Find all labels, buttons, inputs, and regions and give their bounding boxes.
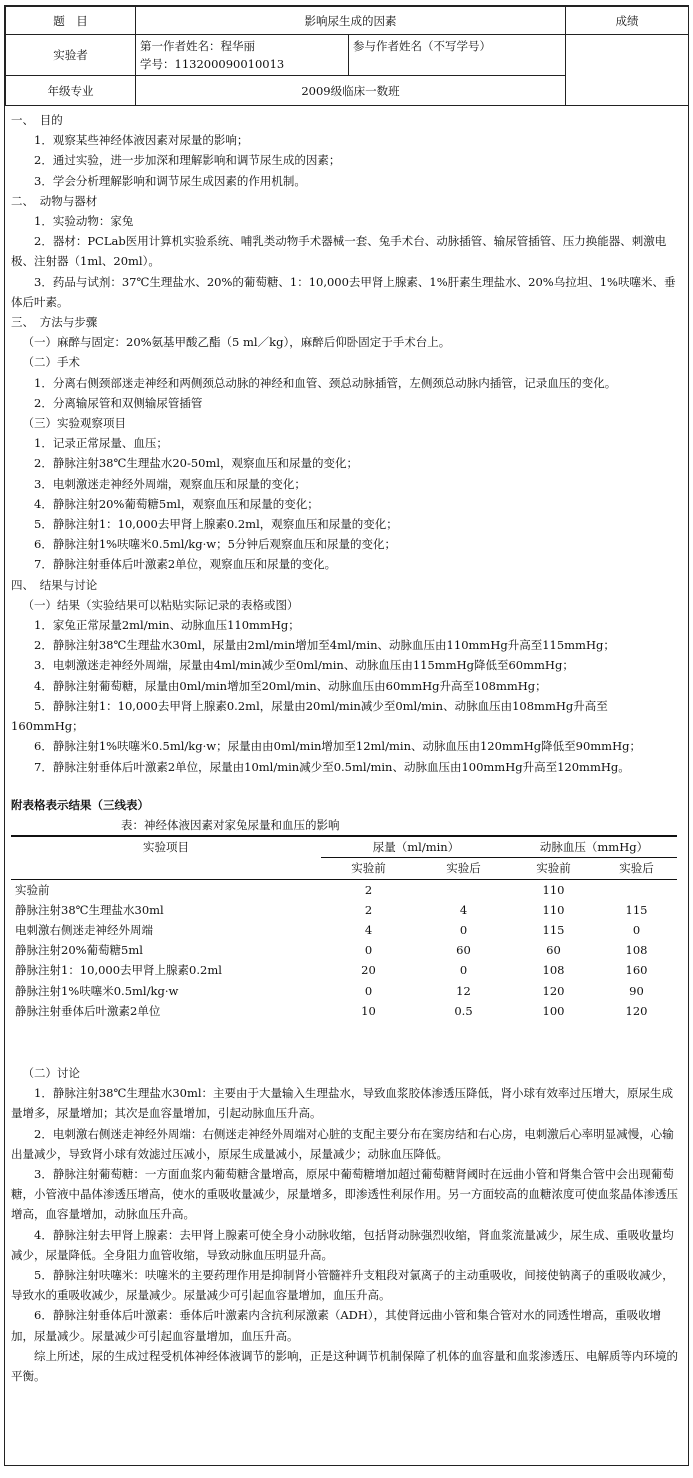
score-box: [566, 35, 689, 106]
bp-before: 110: [542, 882, 565, 897]
major-label: 年级专业: [6, 76, 136, 106]
s3-sub1: （一）麻醉与固定：20%氨基甲酸乙酯（5 ml／kg），麻醉后仰卧固定于手术台上。: [22, 335, 451, 350]
bp-after-header: 实验后: [596, 858, 677, 879]
result-item: 5．静脉注射1：10,000去甲肾上腺素0.2ml，尿量由20ml/min减少至0ml/min、动脉血压由108mmHg升高至160mmHg；: [11, 698, 608, 734]
row-item: 静脉注射38℃生理盐水30ml: [15, 902, 164, 917]
s3-sub2-item: 2．分离输尿管和双侧输尿管插管: [34, 395, 203, 410]
s1-item: 2．通过实验，进一步加深和理解影响和调节尿生成的因素；: [34, 153, 341, 168]
urine-before: 0: [364, 943, 373, 958]
report-body: [5, 106, 688, 1386]
bp-before-header: 实验前: [511, 858, 596, 879]
discussion-item: 6．静脉注射垂体后叶激素：垂体后叶激素内含抗利尿激素（ADH），其使肾远曲小管和集合管对水的同透性增高，重吸收增加，尿量减少。尿量减少可引起血容量增加，血压升高。: [11, 1308, 662, 1343]
author-info: [136, 35, 349, 76]
result-item: 6．静脉注射1%呋噻米0.5ml/kg·w；尿量由由0ml/min增加至12ml/min、动脉血压由120mmHg降低至90mmHg；: [34, 739, 641, 754]
bp-after: [596, 879, 677, 900]
s3-sub3-item: 1．记录正常尿量、血压；: [34, 436, 168, 451]
s1-item: 1．观察某些神经体液因素对尿量的影响；: [34, 133, 249, 148]
s4-sub2: （二）讨论: [22, 1065, 80, 1080]
urine-after: 12: [456, 983, 471, 998]
s2-item: 1．实验动物：家兔: [34, 214, 134, 229]
urine-before: 4: [364, 922, 373, 937]
experimenter-label: 实验者: [6, 35, 136, 76]
urine-after: 60: [456, 943, 471, 958]
table-row: [11, 900, 677, 920]
s1-item: 3．学会分析理解影响和调节尿生成因素的作用机制。: [34, 173, 306, 188]
table-row: [11, 1001, 677, 1021]
score-label: 成绩: [566, 7, 689, 35]
row-item: 静脉注射1：10,000去甲肾上腺素0.2ml: [15, 963, 222, 978]
discussion-item: 1．静脉注射38℃生理盐水30ml：主要由于大量输入生理盐水，导致血浆胶体渗透压降低，肾小球有效率过压增大，原尿生成量增多，尿量增加；其次是血容量增加，引起动脉血压升高。: [11, 1086, 674, 1121]
bp-after: 120: [625, 1003, 648, 1018]
row-item: 实验前: [15, 882, 50, 897]
bp-before: 100: [542, 1003, 565, 1018]
urine-before: 2: [364, 902, 373, 917]
urine-after-header: 实验后: [416, 858, 511, 879]
s3-sub3: （三）实验观察项目: [22, 416, 126, 431]
title-value: 影响尿生成的因素: [136, 7, 566, 35]
s3-sub3-item: 6．静脉注射1%呋噻米0.5ml/kg·w；5分钟后观察血压和尿量的变化；: [34, 537, 396, 552]
result-item: 3．电刺激迷走神经外周端，尿量由4ml/min减少至0ml/min、动脉血压由115mmHg降低至60mmHg；: [34, 658, 574, 673]
bp-before: 60: [546, 943, 561, 958]
s4-sub1: （一）结果（实验结果可以粘贴实际记录的表格或图）: [22, 597, 299, 612]
table-caption: 表：神经体液因素对家兔尿量和血压的影响: [121, 817, 340, 832]
section-3-title: 三、 方法与步骤: [11, 315, 98, 330]
urine-before-header: 实验前: [321, 858, 416, 879]
result-item: 4．静脉注射葡萄糖，尿量由0ml/min增加至20ml/min、动脉血压由60mmHg升高至108mmHg；: [34, 678, 547, 693]
urine-before: 0: [364, 983, 373, 998]
co-author: 参与作者姓名（不写学号）: [349, 35, 566, 76]
result-item: 7．静脉注射垂体后叶激素2单位，尿量由10ml/min减少至0.5ml/min、动脉血压由100mmHg升高至120mmHg。: [34, 759, 630, 774]
bp-before: 108: [542, 963, 565, 978]
section-1-title: 一、 目的: [11, 113, 63, 127]
result-item: 1．家兔正常尿量2ml/min、动脉血压110mmHg；: [34, 618, 300, 633]
discussion-item: 2．电刺激右侧迷走神经外周端：右侧迷走神经外周端对心脏的支配主要分布在窦房结和右心房，电刺激后心率明显减慢，心输出量减少，导致肾小球有效滤过压减小，原尿生成量减小，尿量减少；动脉血压降低。: [11, 1126, 674, 1161]
urine-after: 0.5: [454, 1003, 473, 1018]
urine-after: [416, 879, 511, 900]
s2-item: 2．器材：PCLab医用计算机实验系统、哺乳类动物手术器械一套、兔手术台、动脉插管、输尿管插管、压力换能器、刺激电极、注射器（1ml、20ml）。: [11, 234, 667, 269]
bp-before: 110: [542, 902, 565, 917]
major-value: 2009级临床一数班: [136, 76, 566, 106]
col-item-header: 实验项目: [11, 836, 321, 858]
s2-item: 3．药品与试剂：37℃生理盐水、20%的葡萄糖、1：10,000去甲肾上腺素、1%肝素生理盐水、20%乌拉坦、1%呋噻米、垂体后叶素。: [11, 274, 676, 309]
bp-after: 115: [625, 902, 648, 917]
s3-sub2: （二）手术: [22, 355, 80, 370]
student-id: 学号：113200090010013: [140, 57, 285, 71]
report-header-table: [5, 6, 689, 106]
table-row: [11, 920, 677, 940]
table-row: [11, 960, 677, 980]
s3-sub3-item: 4．静脉注射20%葡萄糖5ml，观察血压和尿量的变化；: [34, 496, 319, 511]
urine-before: 10: [361, 1003, 376, 1018]
urine-before: 20: [361, 963, 376, 978]
s3-sub3-item: 5．静脉注射1：10,000去甲肾上腺素0.2ml，观察血压和尿量的变化；: [34, 517, 398, 532]
col-bp-header: 动脉血压（mmHg）: [511, 836, 677, 858]
col-urine-header: 尿量（ml/min）: [321, 836, 511, 858]
row-item: 静脉注射1%呋噻米0.5ml/kg·w: [15, 983, 179, 998]
first-author: 第一作者姓名：程华丽: [140, 39, 255, 53]
table-row: [11, 981, 677, 1001]
report-page: [4, 5, 689, 1466]
row-item: 静脉注射20%葡萄糖5ml: [15, 943, 143, 958]
bp-after: 90: [629, 983, 644, 998]
discussion-item: 5．静脉注射呋噻米：呋噻米的主要药理作用是抑制肾小管髓袢升支粗段对氯离子的主动重吸收，间接使钠离子的重吸收减少，导致水的重吸收减少，尿量减少。尿量减少可引起血容量增加，血压升高。: [11, 1267, 674, 1303]
bp-before: 120: [542, 983, 565, 998]
urine-after: 0: [459, 963, 468, 978]
s3-sub3-item: 7．静脉注射垂体后叶激素2单位，观察血压和尿量的变化。: [34, 557, 337, 572]
table-heading: 附表格表示结果（三线表）: [11, 797, 149, 812]
urine-after: 4: [459, 902, 468, 917]
s3-sub3-item: 3．电刺激迷走神经外周端，观察血压和尿量的变化；: [34, 476, 306, 491]
discussion-item: 4．静脉注射去甲肾上腺素：去甲肾上腺素可使全身小动脉收缩，包括肾动脉强烈收缩，肾血浆流量减少，尿生成、重吸收量均减少，尿量降低。全身阻力血管收缩，导致动脉血压明显升高。: [11, 1227, 674, 1262]
row-item: 电刺激右侧迷走神经外周端: [15, 922, 153, 937]
bp-after: 160: [625, 963, 648, 978]
bp-before: 115: [542, 922, 565, 937]
result-item: 2．静脉注射38℃生理盐水30ml，尿量由2ml/min增加至4ml/min、动脉血压由110mmHg升高至115mmHg；: [34, 638, 615, 653]
section-4-title: 四、 结果与讨论: [11, 577, 98, 592]
bp-after: 0: [632, 922, 641, 937]
table-row: [11, 879, 677, 900]
discussion-summary: 综上所述，尿的生成过程受机体神经体液调节的影响，正是这种调节机制保障了机体的血容量和血浆渗透压、电解质等内环境的平衡。: [11, 1348, 678, 1383]
title-label: 题 目: [6, 7, 136, 35]
bp-after: 108: [625, 943, 648, 958]
row-item: 静脉注射垂体后叶激素2单位: [15, 1003, 161, 1018]
section-2-title: 二、 动物与器材: [11, 193, 98, 208]
results-table: [11, 835, 677, 1021]
discussion-item: 3．静脉注射葡萄糖：一方面血浆内葡萄糖含量增高，原尿中葡萄糖增加超过葡萄糖肾阈时在远曲小管和肾集合管中会出现葡萄糖，小管液中晶体渗透压增高，使水的重吸收量减少，尿量增多，即渗透性利尿作用。另一方面较高的血糖浓度可使血浆晶体渗透压增高，血容量增加，动脉血压升高。: [11, 1166, 678, 1222]
table-row: [11, 940, 677, 960]
s3-sub2-item: 1．分离右侧颈部迷走神经和两侧颈总动脉的神经和血管、颈总动脉插管，左侧颈总动脉内插管，记录血压的变化。: [34, 375, 617, 390]
urine-before: 2: [364, 882, 373, 897]
urine-after: 0: [459, 922, 468, 937]
s3-sub3-item: 2．静脉注射38℃生理盐水20-50ml，观察血压和尿量的变化；: [34, 456, 359, 471]
